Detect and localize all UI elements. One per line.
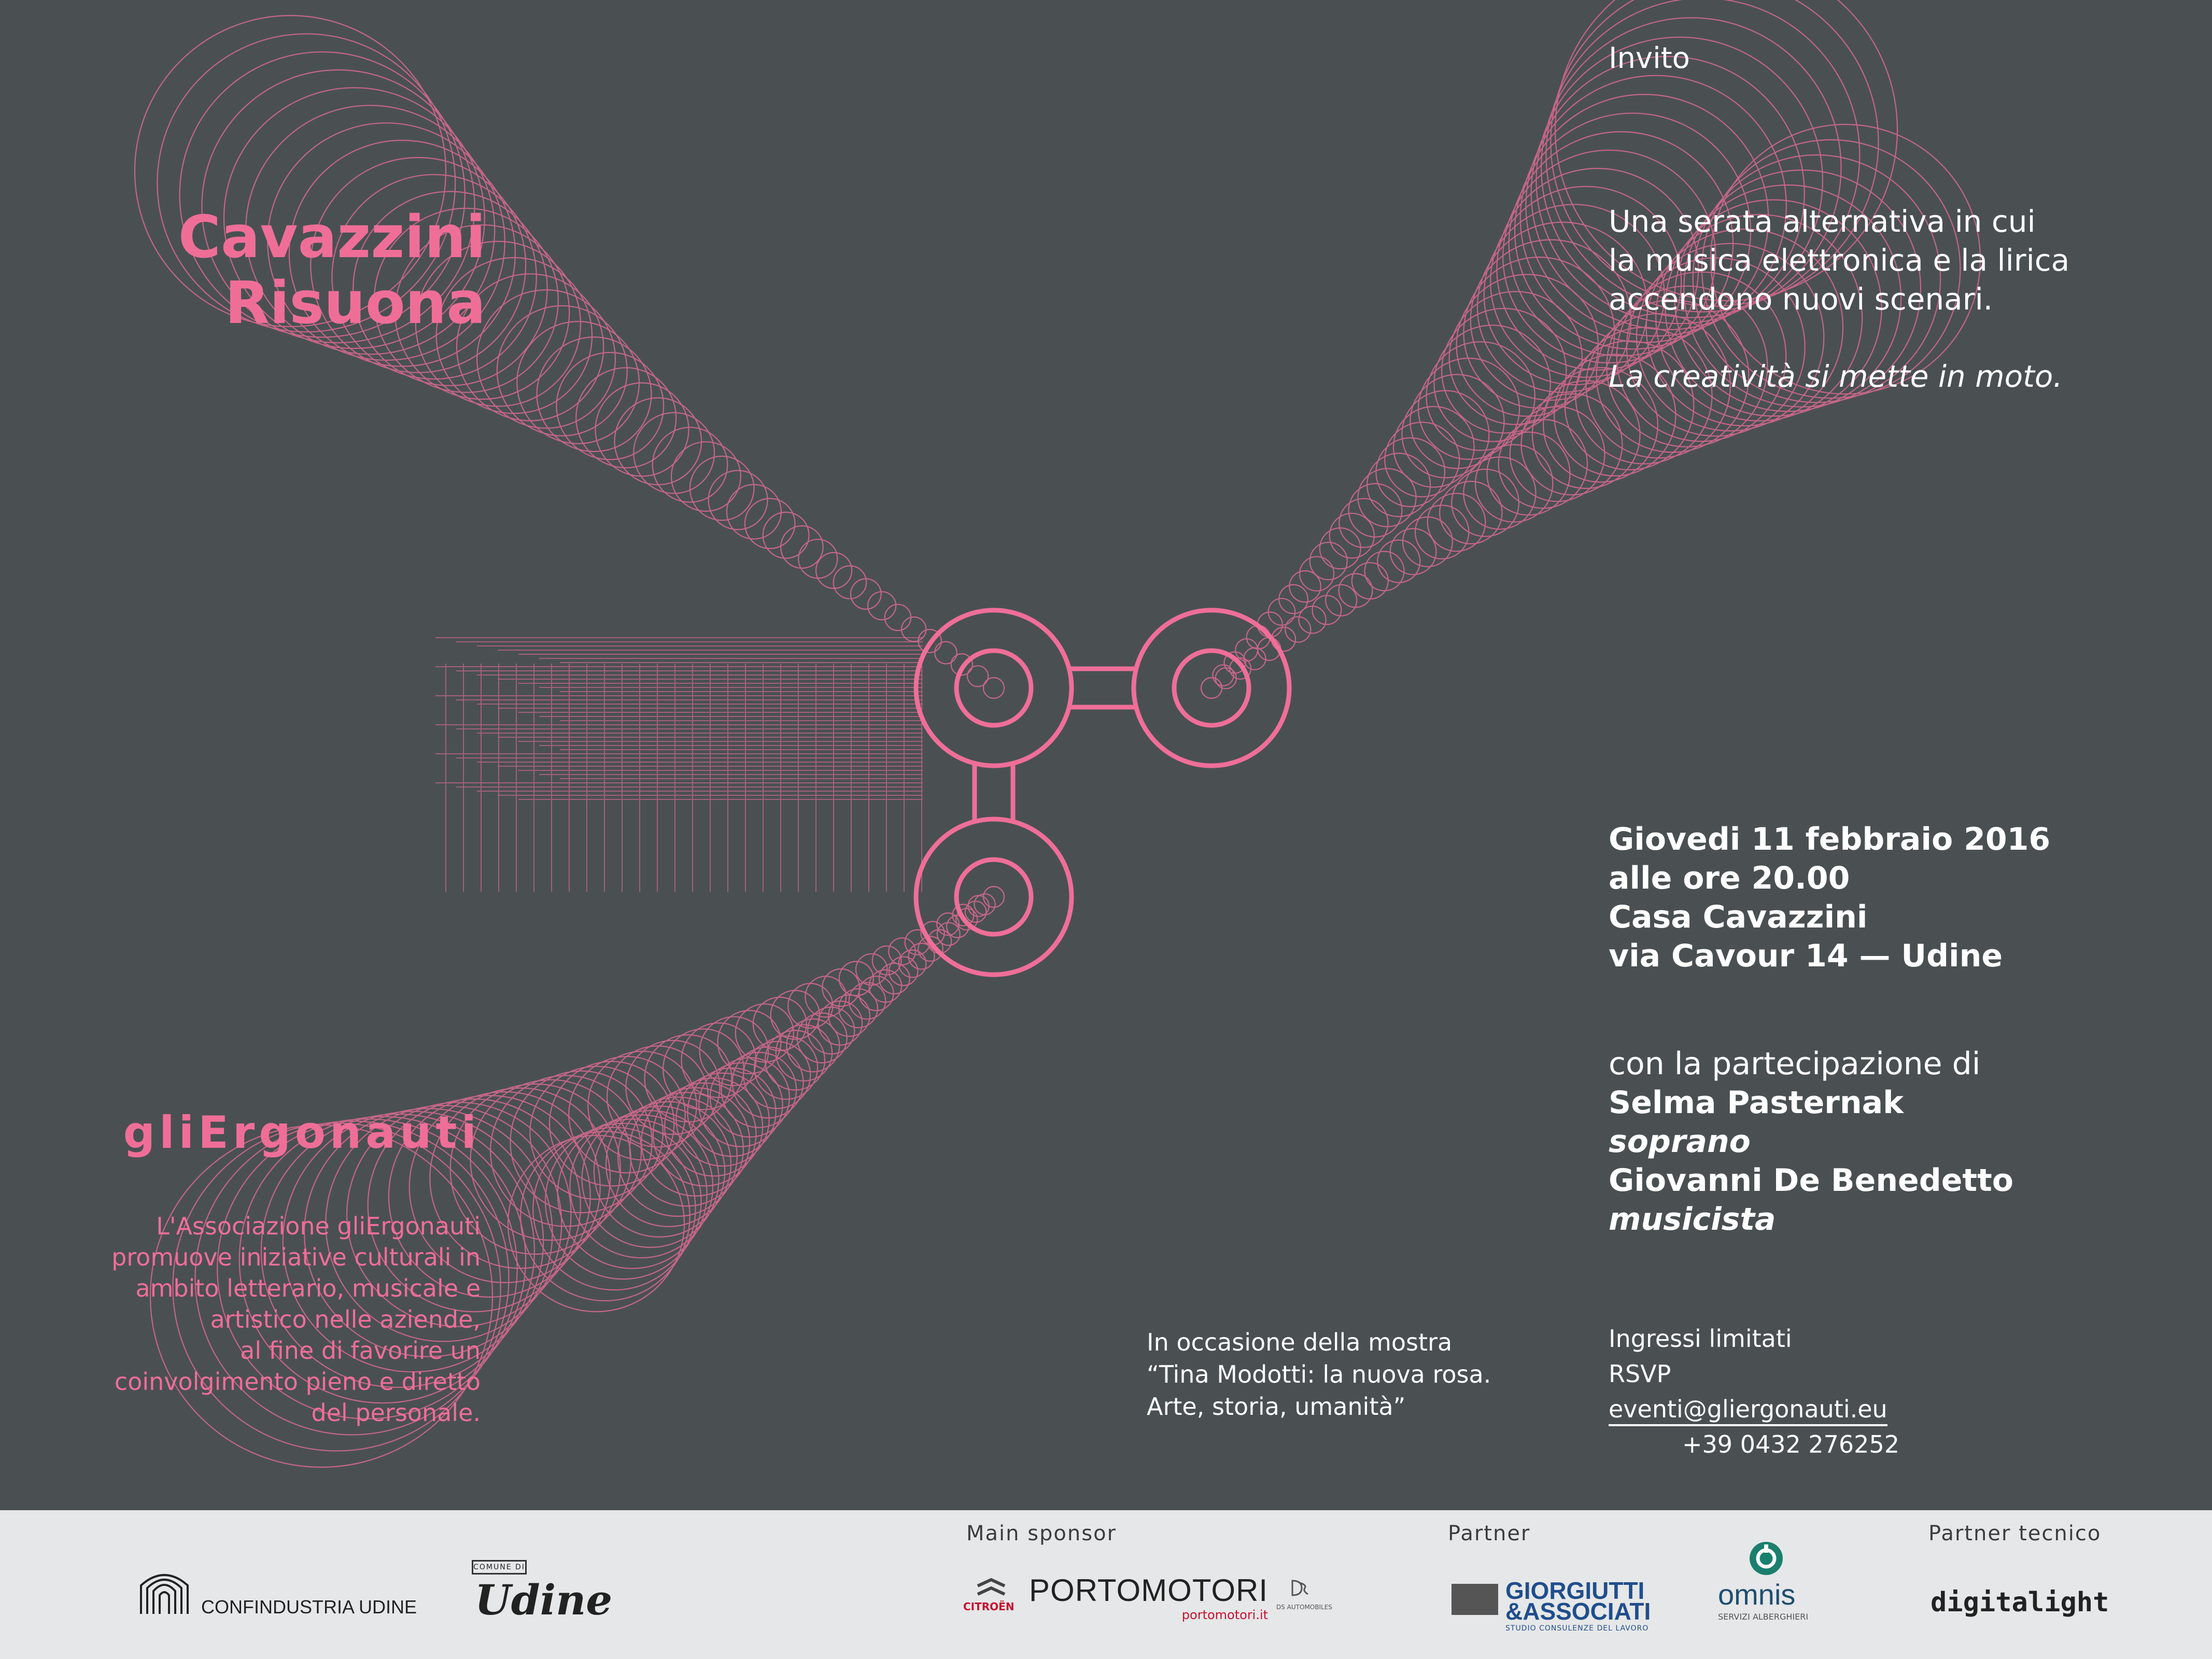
event-details: [1609, 820, 2050, 976]
associati-name: &ASSOCIATI: [1505, 1598, 1651, 1625]
performer-role: soprano: [1609, 1123, 1751, 1160]
title-line: Cavazzini: [178, 204, 486, 271]
association-line: coinvolgimento pieno e diretto: [114, 1368, 481, 1396]
intro-text: [1609, 202, 2069, 319]
comune-name: Udine: [475, 1576, 613, 1624]
brand-logo: gliErgonauti: [123, 1107, 481, 1159]
exhibition-line: “Tina Modotti: la nuova rosa.: [1147, 1360, 1491, 1388]
event-time: alle ore 20.00: [1609, 860, 1850, 896]
confindustria-name: CONFINDUSTRIA UDINE: [201, 1596, 417, 1618]
association-description: [111, 1211, 481, 1428]
association-line: al fine di favorire un: [240, 1337, 481, 1365]
giorgiutti-subtitle: STUDIO CONSULENZE DEL LAVORO: [1505, 1624, 1649, 1633]
digitalight-logo: [1931, 1587, 2109, 1618]
portomotori-url: portomotori.it: [1181, 1608, 1269, 1622]
event-address: via Cavour 14 — Udine: [1609, 938, 2003, 974]
event-venue: Casa Cavazzini: [1609, 899, 1868, 935]
digitalight-name: digitalight: [1931, 1587, 2109, 1618]
ds-emblem-icon: [1289, 1578, 1310, 1598]
participation-intro: con la partecipazione di: [1609, 1046, 1981, 1082]
rsvp-label: RSVP: [1609, 1360, 1671, 1388]
exhibition-note: [1147, 1326, 1491, 1423]
exhibition-line: In occasione della mostra: [1147, 1328, 1453, 1356]
tech-partner-label: Partner tecnico: [1928, 1522, 2102, 1545]
omnis-name: omnis: [1718, 1578, 1796, 1611]
comune-label: COMUNE DI: [472, 1560, 527, 1574]
association-line: promuove iniziative culturali in: [111, 1243, 481, 1271]
rsvp-email-link[interactable]: eventi@gliergonauti.eu: [1609, 1395, 1887, 1426]
invite-label: Invito: [1609, 41, 1690, 75]
citroen-name: CITROËN: [963, 1600, 1015, 1613]
sponsor-footer: [0, 1510, 2212, 1659]
main-sponsor-label: Main sponsor: [966, 1522, 1117, 1545]
comune-udine-logo: [472, 1560, 613, 1627]
intro-line: Una serata alternativa in cui: [1609, 204, 2036, 239]
event-date: Giovedi 11 febbraio 2016: [1609, 821, 2051, 857]
portomotori-logo: [1029, 1572, 1269, 1622]
omnis-logo: [1716, 1540, 1820, 1634]
ds-logo: [1276, 1578, 1332, 1619]
association-line: L'Associazione gliErgonauti: [156, 1212, 481, 1240]
association-line: del personale.: [311, 1399, 481, 1427]
intro-line: accendono nuovi scenari.: [1609, 282, 1993, 317]
rsvp-line: [1609, 1356, 1899, 1427]
omnis-emblem-icon: [1748, 1540, 1784, 1577]
performer-name: Selma Pasternak: [1609, 1085, 1904, 1121]
portomotori-name: PORTOMOTORI: [1029, 1573, 1269, 1608]
title-line: Risuona: [224, 269, 486, 337]
exhibition-line: Arte, storia, umanità”: [1147, 1393, 1406, 1421]
omnis-subtitle: SERVIZI ALBERGHIERI: [1718, 1612, 1809, 1622]
citroen-logo: [963, 1578, 1020, 1624]
confindustria-emblem-icon: [136, 1562, 193, 1619]
event-title: [178, 205, 486, 336]
association-line: ambito letterario, musicale e: [135, 1274, 481, 1302]
performer-role: musicista: [1609, 1201, 1776, 1238]
ds-name: DS AUTOMOBILES: [1276, 1604, 1332, 1611]
horizontal-line-field: [435, 638, 923, 892]
association-line: artistico nelle aziende,: [210, 1305, 481, 1333]
limited-entry: Ingressi limitati: [1609, 1325, 1792, 1353]
performer-name: Giovanni De Benedetto: [1609, 1162, 2013, 1199]
rsvp-block: [1609, 1321, 1899, 1462]
citroen-chevrons-icon: [976, 1578, 1007, 1596]
tagline: La creatività si mette in moto.: [1609, 359, 2063, 394]
rsvp-phone: +39 0432 276252: [1682, 1430, 1899, 1458]
intro-line: la musica elettronica e la lirica: [1609, 243, 2070, 278]
participation: [1609, 1045, 2013, 1239]
giorgiutti-emblem-icon: [1452, 1584, 1498, 1615]
partner-label: Partner: [1448, 1522, 1531, 1545]
giorgiutti-name: GIORGIUTTI: [1505, 1577, 1645, 1604]
